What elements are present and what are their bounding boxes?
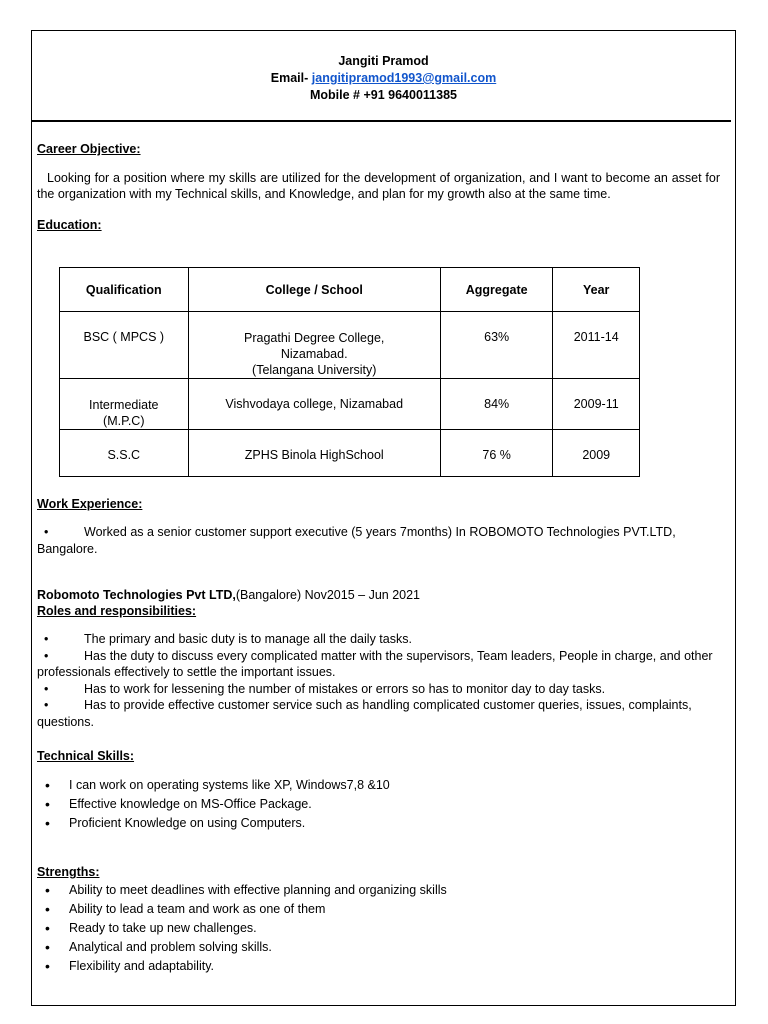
candidate-name: Jangiti Pramod — [338, 54, 429, 68]
work-experience-list — [37, 524, 720, 541]
mobile-line: Mobile # +91 9640011385 — [310, 88, 457, 102]
work-experience-cont: Bangalore. — [37, 542, 98, 556]
roles-list — [37, 631, 720, 730]
email-link[interactable]: jangitipramod1993@gmail.com — [311, 71, 497, 85]
strengths-heading: Strengths: — [37, 865, 100, 879]
college-line: Pragathi Degree College, — [244, 331, 385, 345]
aggregate-cell: 63% — [440, 312, 553, 379]
qualification-line: Intermediate — [89, 398, 159, 412]
technical-skills-list — [37, 776, 390, 833]
year-cell: 2009-11 — [553, 379, 640, 430]
college-line: Nizamabad. — [280, 347, 348, 361]
college-cell — [188, 312, 440, 379]
email-line — [31, 70, 736, 87]
table-row — [60, 312, 640, 379]
column-header: Qualification — [60, 268, 189, 312]
list-item: • Proficient Knowledge on using Computers. — [37, 814, 390, 833]
education-table — [59, 267, 640, 477]
education-heading: Education: — [37, 218, 102, 232]
column-header: Year — [553, 268, 640, 312]
list-item: • Worked as a senior customer support executive (5 years 7months) In ROBOMOTO Technologies PVT.LTD, — [37, 524, 720, 541]
roles-heading: Roles and responsibilities: — [37, 604, 197, 618]
list-item: • I can work on operating systems like XP, Windows7,8 &10 — [37, 776, 390, 795]
career-objective-text: Looking for a position where my skills are utilized for the development of organization, and I want to become an asset for the organization with my Technical skills, and Knowledge, and plan for my growth also at the same time. — [37, 171, 720, 201]
column-header: College / School — [188, 268, 440, 312]
column-header: Aggregate — [440, 268, 553, 312]
company-line — [37, 587, 720, 603]
list-item: • Analytical and problem solving skills. — [37, 938, 447, 957]
work-experience-heading: Work Experience: — [37, 497, 143, 511]
college-line: (Telangana University) — [252, 363, 377, 377]
list-item: • Has to work for lessening the number of mistakes or errors so has to monitor day to day tasks. — [37, 681, 720, 698]
list-item: • Flexibility and adaptability. — [37, 957, 447, 976]
aggregate-cell: 84% — [440, 379, 553, 430]
table-row — [60, 379, 640, 430]
list-item: • The primary and basic duty is to manage all the daily tasks. — [37, 631, 720, 648]
qualification-cell — [60, 379, 189, 430]
resume-header — [31, 53, 736, 104]
strengths-list — [37, 881, 447, 976]
qualification-cell: BSC ( MPCS ) — [60, 312, 189, 379]
college-cell: Vishvodaya college, Nizamabad — [188, 379, 440, 430]
email-label: Email- — [270, 71, 312, 85]
list-item: • Ability to lead a team and work as one of them — [37, 900, 447, 919]
list-item: • Effective knowledge on MS-Office Package. — [37, 795, 390, 814]
college-cell: ZPHS Binola HighSchool — [188, 430, 440, 477]
career-objective-heading: Career Objective: — [37, 142, 141, 156]
aggregate-cell: 76 % — [440, 430, 553, 477]
qualification-cell: S.S.C — [60, 430, 189, 477]
list-item: • Has to provide effective customer service such as handling complicated customer queries, issues, complaints, questions. — [37, 697, 720, 730]
company-name: Robomoto Technologies Pvt LTD, — [37, 588, 236, 602]
qualification-line: (M.P.C) — [103, 414, 145, 428]
year-cell: 2011-14 — [553, 312, 640, 379]
list-item: • Ready to take up new challenges. — [37, 919, 447, 938]
technical-skills-heading: Technical Skills: — [37, 749, 135, 763]
list-item: • Ability to meet deadlines with effective planning and organizing skills — [37, 881, 447, 900]
header-divider — [31, 120, 731, 122]
table-header-row — [60, 268, 640, 312]
list-item: • Has the duty to discuss every complicated matter with the supervisors, Team leaders, People in charge, and other professionals effectively to settle the important issues. — [37, 648, 720, 681]
company-detail: (Bangalore) Nov2015 – Jun 2021 — [235, 588, 420, 602]
year-cell: 2009 — [553, 430, 640, 477]
table-row — [60, 430, 640, 477]
